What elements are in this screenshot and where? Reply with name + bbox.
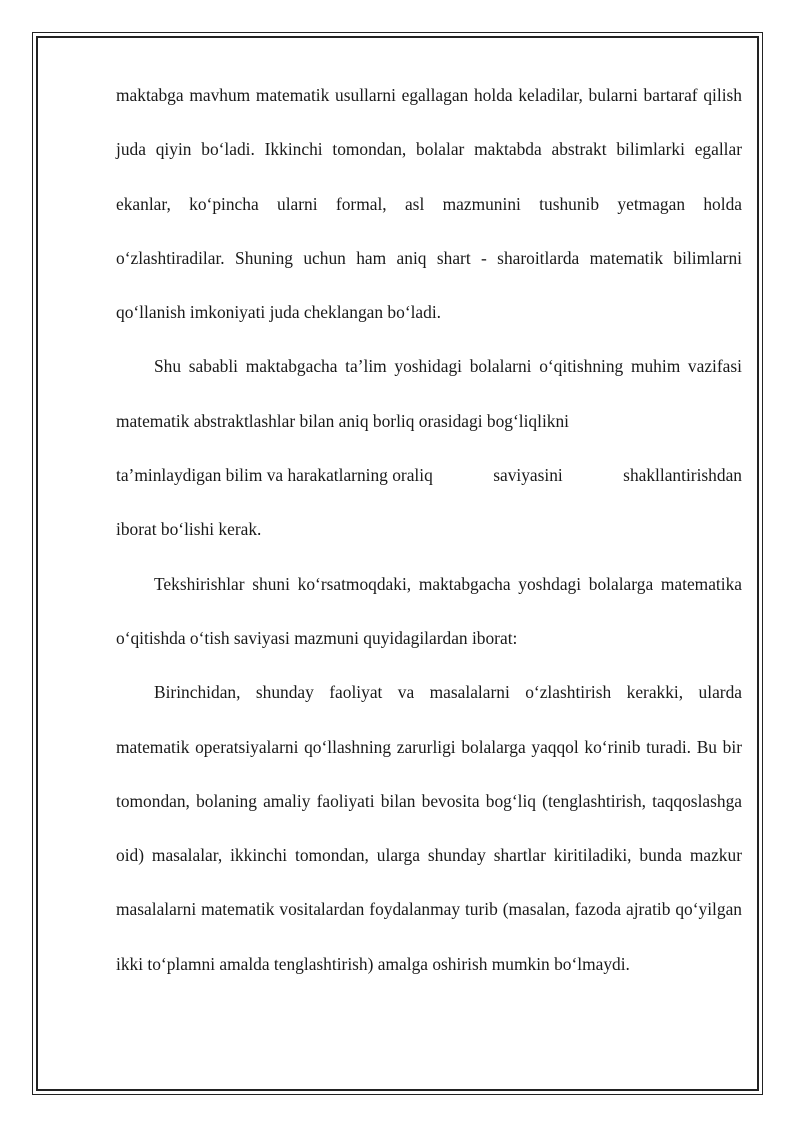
spread-segment-2: saviyasini <box>493 465 563 486</box>
document-body <box>116 68 742 991</box>
paragraph-2-end: iborat bo‘lishi kerak. <box>116 519 262 540</box>
paragraph-3: Tekshirishlar shuni ko‘rsatmoqdaki, maktabgacha yoshdagi bolalarga matematika o‘qitishda o‘tish saviyasi mazmuni quyidagilardan iborat: <box>116 573 742 648</box>
paragraph-4: Birinchidan, shunday faoliyat va masalalarni o‘zlashtirish kerakki, ularda matematik operatsiyalarni qo‘llashning zarurligi bolalarga yaqqol ko‘rinib turadi. Bu bir tomondan, bolaning amaliy faoliyati bilan bevosita bog‘liq (tenglashtirish, taqqoslashga oid) masalalar, ikkinchi tomondan, ularga shunday shartlar kiritiladiki, bunda mazkur masalalarni matematik vositalardan foydalanmay turib (masalan, fazoda ajratib qo‘yilgan ikki to‘plamni amalda tenglashtirish) amalga oshirish mumkin bo‘lmaydi. <box>116 682 742 974</box>
spread-segment-1: ta’minlaydigan bilim va harakatlarning oraliq <box>116 465 433 486</box>
paragraph-1: maktabga mavhum matematik usullarni egallagan holda keladilar, bularni bartaraf qilish juda qiyin bo‘ladi. Ikkinchi tomondan, bolalar maktabda abstrakt bilimlarki egallar ekanlar, ko‘pincha ularni formal, asl mazmunini tushunib yetmagan holda o‘zlashtiradilar. Shuning uchun ham aniq shart - sharoitlarda matematik bilimlarni qo‘llanish imkoniyati juda cheklangan bo‘ladi. <box>116 85 742 323</box>
paragraph-2-spread-line <box>116 448 742 502</box>
spread-segment-3: shakllantirishdan <box>623 465 742 486</box>
paragraph-2: Shu sababli maktabgacha ta’lim yoshidagi bolalarni o‘qitishning muhim vazifasi matematik abstraktlashlar bilan aniq borliq orasidagi bog‘liqlikni <box>116 356 742 431</box>
